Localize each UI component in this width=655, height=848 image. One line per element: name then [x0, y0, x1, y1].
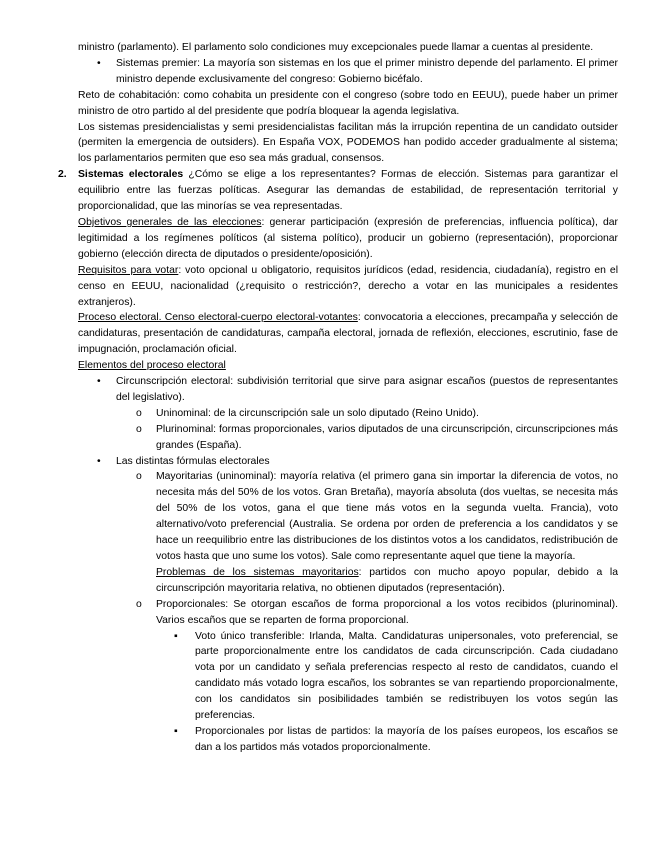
- list-item-text: Mayoritarias (uninominal): mayoría relativa (el primero gana sin importar la diferencia de votos, no necesita más del 50% de los votos. Gran Bretaña), mayoría absoluta (dos vueltas, se necesita más del 50% de los votos, gana el que tiene más votos en la segunda vuelta. Francia), voto alternativo/voto preferencial (Australia. Se ordena por orden de preferencia a los candidatos y se hace un reequilibrio entre las distribuciones de los distintos votos a los candidatos, redistribución de votos hasta que uno sume los votos). Sale como representante aquel que tiene la mayoría.: [156, 471, 618, 562]
- list-item-voto-unico: [78, 629, 618, 724]
- bullet-icon: •: [97, 455, 101, 467]
- bullet-icon: •: [97, 376, 101, 388]
- list-item-text: Proporcionales por listas de partidos: la mayoría de los países europeos, los escaños se dan a los partidos más votados proporcionalmente.: [195, 725, 618, 753]
- square-bullet-icon: ▪: [174, 725, 178, 737]
- list-item-listas: [78, 724, 618, 756]
- objetivos-text: : generar participación (expresión de preferencias, influencia política), dar legitimidad a los regímenes políticos (al sistema político), producir un gobierno (representación), proporcionar gobierno (elección directa de diputados o presidente/oposición).: [78, 216, 618, 260]
- paragraph-requisitos: [78, 263, 618, 311]
- circle-bullet-icon: o: [136, 471, 142, 483]
- list-item-text: Voto único transferible: Irlanda, Malta. Candidaturas unipersonales, voto preferencial, se parte proporcionalmente entre los candidatos de cada circunscripción. Cada ciudadano vota por un candidato y señala preferencias respecto al resto de candidatos, cuando el candidato más votado logra escaños, los sobrantes se van repartiendo proporcionalmente, con los candidatos sin posibilidades también se redistribuyen los votos según las preferencias.: [195, 630, 618, 722]
- list-item-text: Plurinominal: formas proporcionales, varios diputados de una circunscripción, circunscripciones más grandes (España).: [156, 423, 618, 451]
- list-item-plurinominal: [78, 422, 618, 454]
- section-2: [58, 167, 618, 215]
- list-item-text: Uninominal: de la circunscripción sale un solo diputado (Reino Unido).: [156, 407, 479, 419]
- list-item-uninominal: [78, 406, 618, 422]
- list-item-text: Sistemas premier: La mayoría son sistemas en los que el primer ministro depende del parlamento. El primer ministro depende exclusivamente del congreso: Gobierno bicéfalo.: [116, 57, 618, 85]
- section-title: Sistemas electorales: [78, 169, 184, 181]
- list-item-text: Las distintas fórmulas electorales: [116, 455, 270, 467]
- list-item-proporcionales: [78, 597, 618, 629]
- list-item-mayoritarias: [78, 469, 618, 564]
- paragraph-problemas: [78, 565, 618, 597]
- list-item-text: Proporcionales: Se otorgan escaños de forma proporcional a los votos recibidos (plurinominal). Varios escaños que se reparten de forma proporcional.: [156, 598, 618, 626]
- square-bullet-icon: ▪: [174, 630, 178, 642]
- problemas-text: : partidos con mucho apoyo popular, debido a la circunscripción mayoritaria relativa, no obtienen diputados (representación).: [156, 566, 618, 594]
- list-item-premier: [78, 56, 618, 88]
- circle-bullet-icon: o: [136, 598, 142, 610]
- list-item-circunscripcion: [78, 374, 618, 406]
- section-intro: ¿Cómo se elige a los representantes? Formas de elección. Sistemas para garantizar el equilibrio entre las fuerzas políticas. Asegurar las demandas de estabilidad, de representación territorial y proporcionalidad, que las minorías se vea representadas.: [78, 169, 618, 213]
- elementos-label: Elementos del proceso electoral: [78, 360, 226, 372]
- circle-bullet-icon: o: [136, 423, 142, 435]
- section-number: 2.: [58, 169, 67, 181]
- paragraph-presidencialistas: Los sistemas presidencialistas y semi presidencialistas facilitan más la irrupción repentina de un candidato outsider (permiten la emergencia de outsiders). En España VOX, PODEMOS han podido acceder gradualmente al sistema; los parlamentarios permiten que eso sea más gradual, consensos.: [78, 121, 618, 165]
- paragraph-proceso: [78, 310, 618, 358]
- proceso-text: : convocatoria a elecciones, precampaña y selección de candidaturas, presentación de candidaturas, campaña electoral, jornada de reflexión, elecciones, escrutinio, fase de impugnación, proclamación oficial.: [78, 312, 618, 356]
- list-item-formulas: [78, 454, 618, 470]
- paragraph-objetivos: [78, 215, 618, 263]
- problemas-label: Problemas de los sistemas mayoritarios: [156, 566, 359, 578]
- heading-elementos: [78, 358, 618, 374]
- requisitos-label: Requisitos para votar: [78, 264, 179, 276]
- paragraph-intro: ministro (parlamento). El parlamento solo condiciones muy excepcionales puede llamar a cuentas al presidente.: [78, 42, 594, 53]
- objetivos-label: Objetivos generales de las elecciones: [78, 216, 262, 228]
- bullet-icon: •: [97, 57, 101, 69]
- paragraph-cohabitacion: Reto de cohabitación: como cohabita un presidente con el congreso (sobre todo en EEUU), puede haber un primer ministro de otro partido al del presidente que podría bloquear la agenda legislativa.: [78, 89, 618, 117]
- requisitos-text: : voto opcional u obligatorio, requisitos jurídicos (edad, residencia, ciudadanía), registro en el censo en EEUU, nacionalidad (¿requisito o restricción?, derecho a votar en las municipales a residentes extranjeros).: [78, 264, 618, 308]
- list-item-text: Circunscripción electoral: subdivisión territorial que sirve para asignar escaños (puestos de representantes del legislativo).: [116, 376, 618, 403]
- circle-bullet-icon: o: [136, 407, 142, 419]
- proceso-label: Proceso electoral. Censo electoral-cuerpo electoral-votantes: [78, 312, 358, 324]
- document-page: [58, 40, 618, 756]
